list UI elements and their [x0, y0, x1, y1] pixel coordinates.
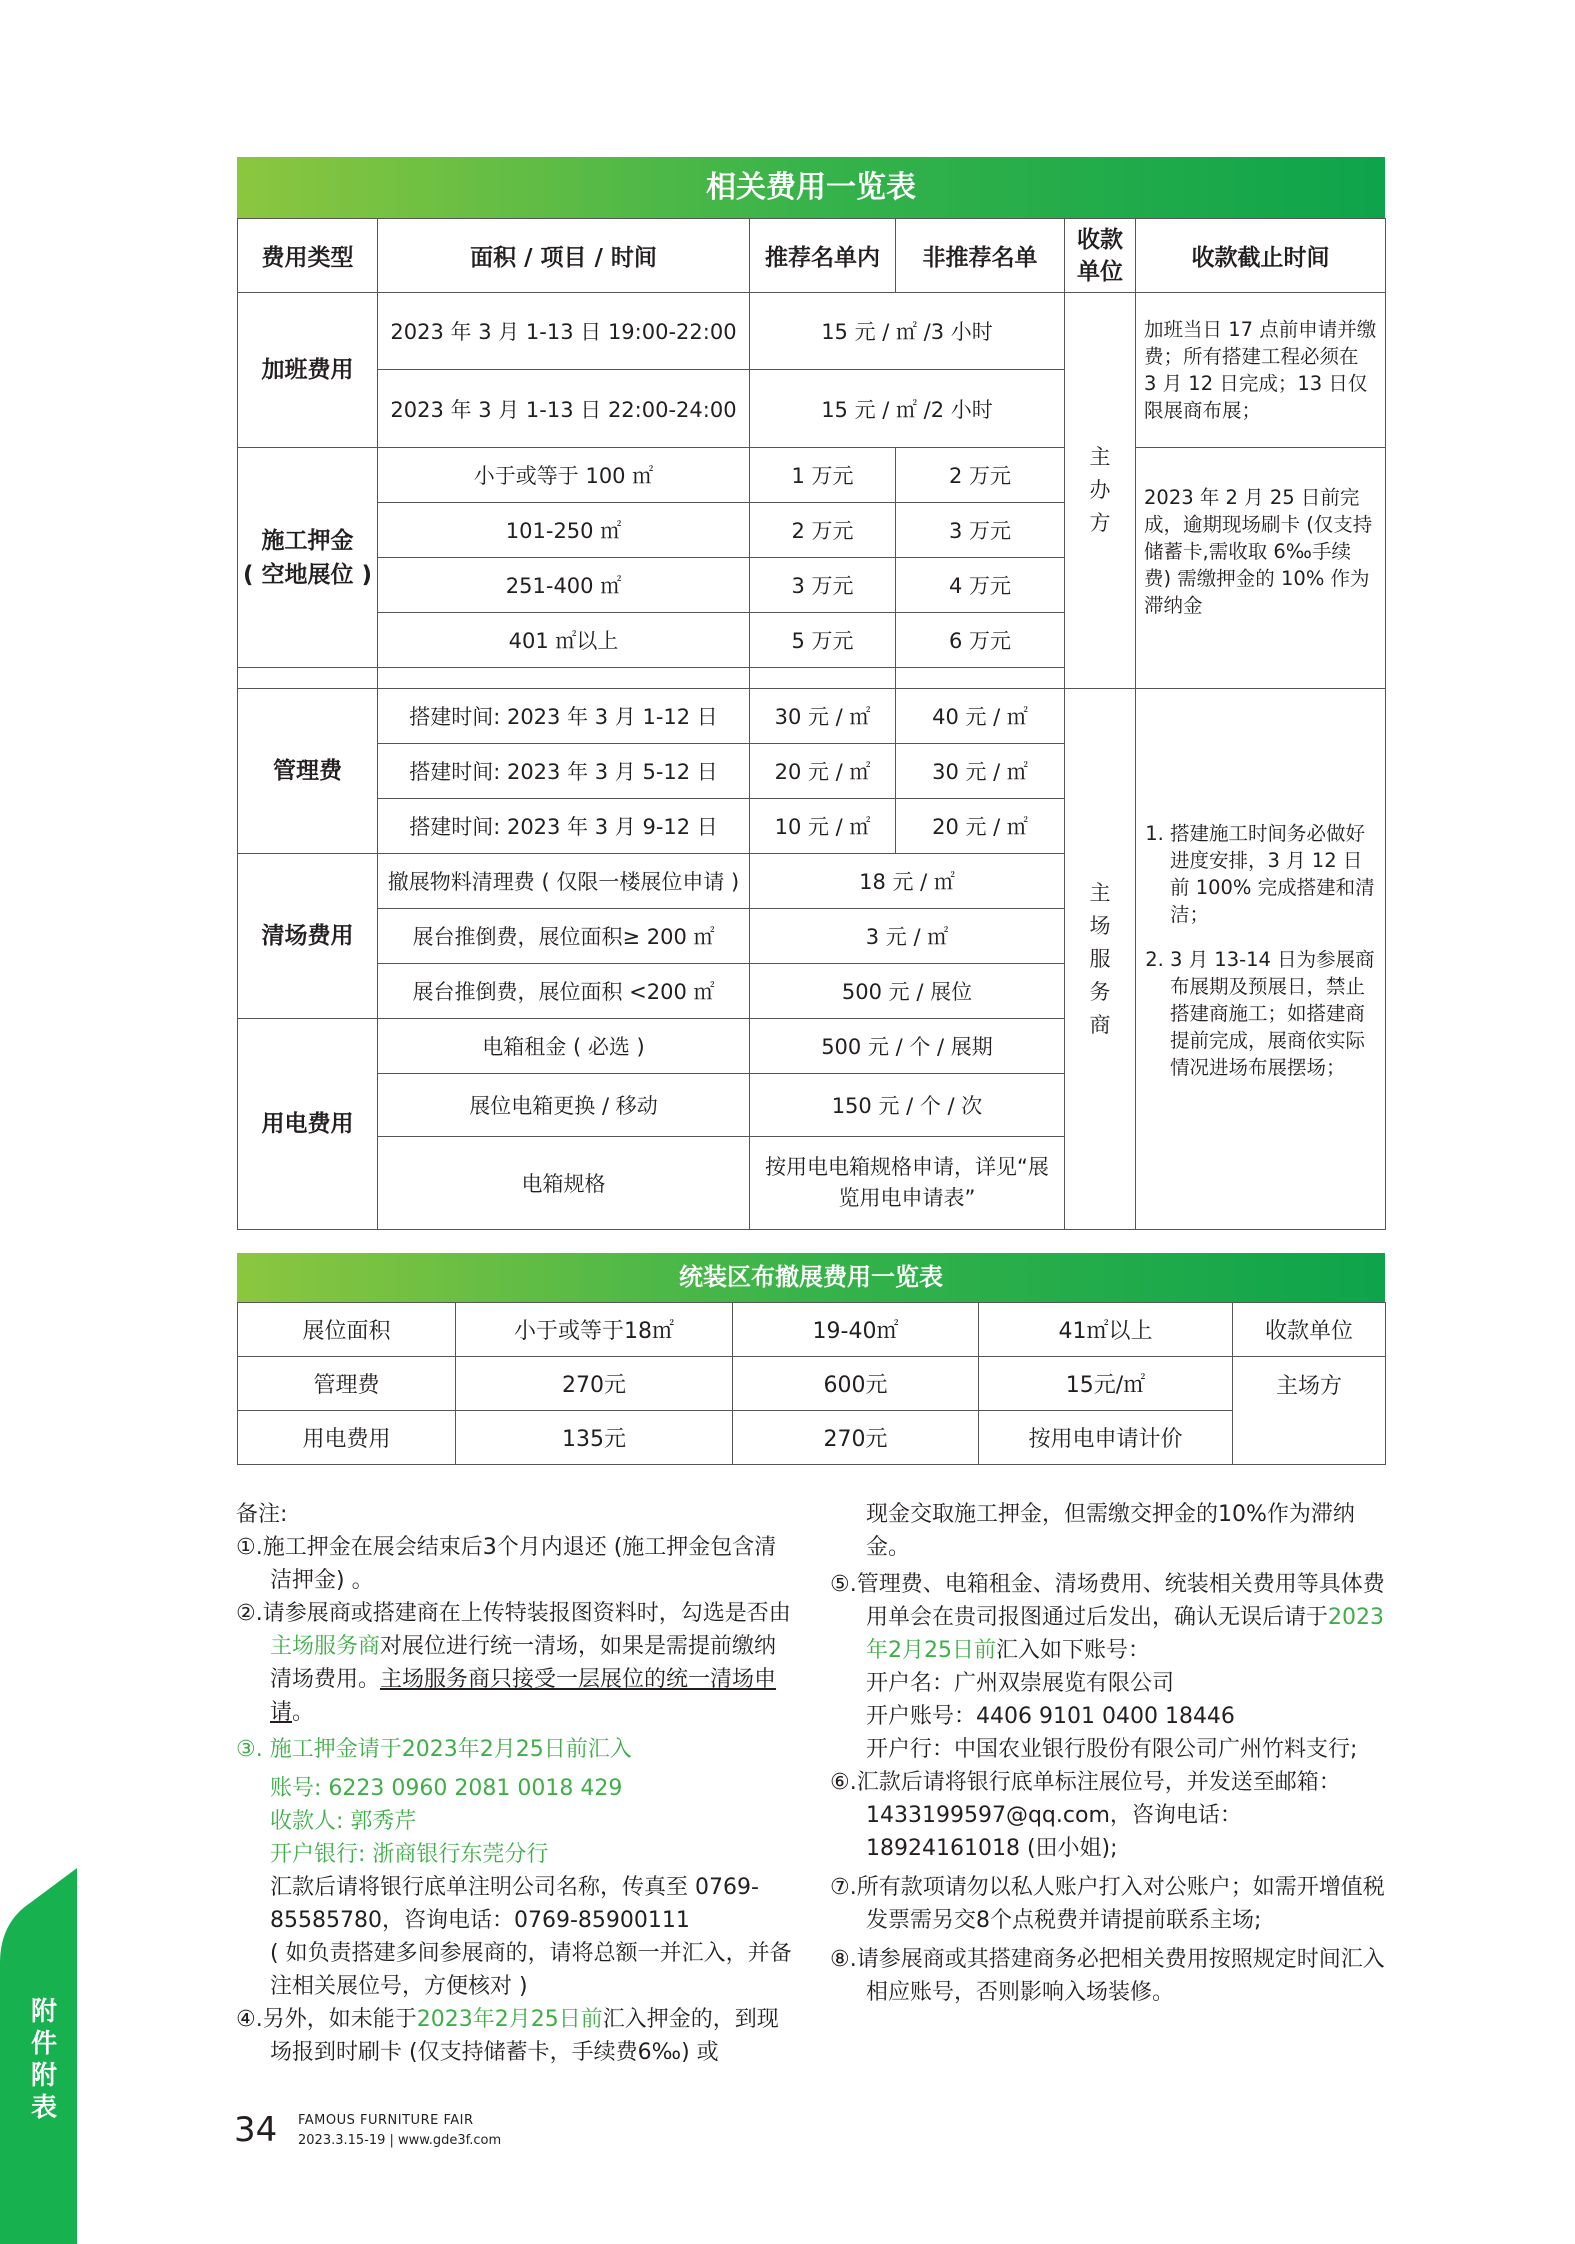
rec-cell: 3 万元 [750, 558, 896, 613]
booth-cell: 270元 [733, 1411, 979, 1465]
remark-4-a: ④.另外，如未能于 [236, 2007, 417, 2032]
booth-payee: 主场方 [1233, 1357, 1386, 1465]
category-deposit-line1: 施工押金 [261, 527, 354, 554]
price-cell: 18 元 / ㎡ [750, 854, 1065, 909]
header-fee-type: 费用类型 [238, 219, 378, 293]
spacer-cell [238, 668, 378, 689]
item-cell: 小于或等于 100 ㎡ [378, 448, 750, 503]
remark-7: ⑦.所有款项请勿以私人账户打入对公账户；如需开增值税发票需另交8个点税费并请提前联系主场; [830, 1875, 1385, 1933]
table-row [238, 448, 1386, 503]
nonrec-cell: 2 万元 [896, 448, 1065, 503]
rec-cell: 5 万元 [750, 613, 896, 668]
side-tab-label: 附件附表 [30, 1997, 57, 2123]
remark-4-highlight: 2023年2月25日前 [416, 2007, 603, 2032]
category-power: 用电费用 [238, 1019, 378, 1230]
category-overtime: 加班费用 [238, 293, 378, 448]
header-non-recommended: 非推荐名单 [896, 219, 1065, 293]
item-cell: 搭建时间: 2023 年 3 月 9-12 日 [378, 799, 750, 854]
fee-table-grid [237, 218, 1386, 1230]
remark-5-bank: 开户行：中国农业银行股份有限公司广州竹料支行; [866, 1737, 1358, 1762]
item-cell: 101-250 ㎡ [378, 503, 750, 558]
remark-5-highlight: 2023年2月25日前 [866, 1605, 1385, 1663]
price-cell: 500 元 / 个 / 展期 [750, 1019, 1065, 1074]
category-deposit-line2: ( 空地展位 ) [242, 561, 373, 588]
rec-cell: 20 元 / ㎡ [750, 744, 896, 799]
fee-table-title: 相关费用一览表 [237, 157, 1385, 218]
price-cell: 500 元 / 展位 [750, 964, 1065, 1019]
remark-3-payee: 收款人: 郭秀芹 [270, 1809, 417, 1834]
spacer-cell [750, 668, 896, 689]
remark-5 [830, 1568, 1386, 1667]
header-payee-text: 收款单位 [1077, 226, 1123, 285]
list-item: 2. 3 月 13-14 日为参展商布展期及预展日，禁止搭建商施工；如搭建商提前完成，展商依实际情况进场布展摆场； [1170, 946, 1377, 1081]
remark-2-a: ②.请参展商或搭建商在上传特装报图资料时，勾选是否由 [236, 1601, 791, 1626]
booth-header-payee: 收款单位 [1233, 1303, 1386, 1357]
remark-2 [236, 1597, 792, 1729]
category-deposit [238, 448, 378, 668]
remark-8: ⑧.请参展商或其搭建商务必把相关费用按照规定时间汇入相应账号，否则影响入场装修。 [830, 1947, 1385, 2005]
item-cell: 电箱规格 [378, 1137, 750, 1230]
remark-2-end: 。 [292, 1700, 315, 1725]
footer-fair-name: FAMOUS FURNITURE FAIR [298, 2113, 474, 2128]
booth-header-area: 展位面积 [238, 1303, 456, 1357]
remark-2-b: 对展位进行统一清场，如果是需提前缴纳清场费用。 [270, 1634, 777, 1692]
nonrec-cell: 40 元 / ㎡ [896, 689, 1065, 744]
booth-cell: 600元 [733, 1357, 979, 1411]
booth-cell: 135元 [456, 1411, 733, 1465]
rec-cell: 30 元 / ㎡ [750, 689, 896, 744]
header-deadline: 收款截止时间 [1136, 219, 1386, 293]
booth-header-medium: 19-40㎡ [733, 1303, 979, 1357]
price-cell: 15 元 / ㎡ /3 小时 [750, 293, 1065, 370]
spacer-cell [896, 668, 1065, 689]
nonrec-cell: 4 万元 [896, 558, 1065, 613]
remark-3-bank: 开户银行: 浙商银行东莞分行 [270, 1842, 549, 1867]
booth-header-small: 小于或等于18㎡ [456, 1303, 733, 1357]
price-cell: 150 元 / 个 / 次 [750, 1074, 1065, 1137]
payee-organizer: 主办方 [1089, 445, 1111, 535]
remark-5-name: 开户名：广州双崇展览有限公司 [866, 1671, 1175, 1696]
payee-service-cell [1065, 689, 1136, 1230]
booth-cell: 按用电申请计价 [979, 1411, 1233, 1465]
item-cell: 展台推倒费，展位面积 <200 ㎡ [378, 964, 750, 1019]
remark-3-account: 账号: 6223 0960 2081 0018 429 [270, 1776, 623, 1801]
remark-3-heading: ③. 施工押金请于2023年2月25日前汇入 [236, 1737, 632, 1762]
header-recommended: 推荐名单内 [750, 219, 896, 293]
fee-table [237, 157, 1385, 1235]
rec-cell: 1 万元 [750, 448, 896, 503]
payee-organizer-cell [1065, 293, 1136, 689]
remark-4-continued: 现金交取施工押金，但需缴交押金的10%作为滞纳金。 [866, 1502, 1355, 1560]
deadline-deposit [1136, 448, 1386, 689]
price-cell: 按用电电箱规格申请，详见“展览用电申请表” [750, 1137, 1065, 1230]
rec-cell: 10 元 / ㎡ [750, 799, 896, 854]
category-cleaning: 清场费用 [238, 854, 378, 1019]
booth-cell: 270元 [456, 1357, 733, 1411]
list-item: 1. 搭建施工时间务必做好进度安排，3 月 12 日前 100% 完成搭建和清洁； [1170, 820, 1377, 928]
header-area-item-time: 面积 / 项目 / 时间 [378, 219, 750, 293]
table-row [238, 293, 1386, 370]
booth-header-large: 41㎡以上 [979, 1303, 1233, 1357]
booth-row-label: 用电费用 [238, 1411, 456, 1465]
price-cell: 3 元 / ㎡ [750, 909, 1065, 964]
price-cell: 15 元 / ㎡ /2 小时 [750, 370, 1065, 448]
notes-cell [1136, 689, 1386, 1230]
remark-6: ⑥.汇款后请将银行底单标注展位号，并发送至邮箱：1433199597@qq.com，咨询电话：18924161018 (田小姐); [830, 1770, 1341, 1861]
remark-4 [236, 2003, 792, 2069]
item-cell: 展台推倒费，展位面积≥ 200 ㎡ [378, 909, 750, 964]
remark-2-highlight: 主场服务商 [270, 1634, 381, 1659]
header-payee [1065, 219, 1136, 293]
item-cell: 401 ㎡以上 [378, 613, 750, 668]
booth-table-grid [237, 1302, 1386, 1465]
deadline-overtime: 加班当日 17 点前申请并缴费；所有搭建工程必须在 3 月 12 日完成；13 日仅限展商布展； [1136, 293, 1386, 448]
payee-service: 主场服务商 [1089, 880, 1111, 1037]
fee-table-header-row [238, 219, 1386, 293]
remarks-right-column [830, 1498, 1386, 2009]
item-cell: 撤展物料清理费 ( 仅限一楼展位申请 ) [378, 854, 750, 909]
deadline-deposit-text: 2023 年 2 月 25 日前完成，逾期现场刷卡 (仅支持储蓄卡,需收取 6‰手续费) 需缴押金的 10% 作为滞纳金 [1144, 486, 1373, 617]
nonrec-cell: 6 万元 [896, 613, 1065, 668]
booth-cell: 15元/㎡ [979, 1357, 1233, 1411]
table-row [238, 689, 1386, 744]
item-cell: 2023 年 3 月 1-13 日 19:00-22:00 [378, 293, 750, 370]
remarks-heading: 备注: [236, 1502, 288, 1527]
remark-5-a: ⑤.管理费、电箱租金、清场费用、统装相关费用等具体费用单会在贵司报图通过后发出，确认无误后请于 [830, 1572, 1385, 1630]
nonrec-cell: 30 元 / ㎡ [896, 744, 1065, 799]
remark-3-note2: ( 如负责搭建多间参展商的，请将总额一并汇入，并备注相关展位号，方便核对 ) [270, 1941, 792, 1999]
remarks-left-column [236, 1498, 792, 2069]
category-management: 管理费 [238, 689, 378, 854]
item-cell: 展位电箱更换 / 移动 [378, 1074, 750, 1137]
remark-3-note1: 汇款后请将银行底单注明公司名称，传真至 0769-85585780，咨询电话：0769-85900111 [270, 1875, 759, 1933]
booth-table-header-row [238, 1303, 1386, 1357]
spacer-cell [378, 668, 750, 689]
nonrec-cell: 3 万元 [896, 503, 1065, 558]
remark-5-account: 开户账号：4406 9101 0400 18446 [866, 1704, 1235, 1729]
item-cell: 2023 年 3 月 1-13 日 22:00-24:00 [378, 370, 750, 448]
booth-table-title: 统装区布撤展费用一览表 [237, 1253, 1385, 1302]
item-cell: 搭建时间: 2023 年 3 月 5-12 日 [378, 744, 750, 799]
remark-4-b: 汇入押金的，到现场报到时刷卡 (仅支持储蓄卡，手续费6‰) 或 [270, 2007, 779, 2065]
remark-2-underline: 主场服务商只接受一层展位的统一清场申请 [270, 1667, 777, 1725]
rec-cell: 2 万元 [750, 503, 896, 558]
booth-fee-table [237, 1253, 1385, 1467]
remark-1: ①.施工押金在展会结束后3个月内退还 (施工押金包含清洁押金) 。 [236, 1535, 777, 1593]
booth-row-label: 管理费 [238, 1357, 456, 1411]
remark-5-b: 汇入如下账号： [996, 1638, 1151, 1663]
item-cell: 搭建时间: 2023 年 3 月 1-12 日 [378, 689, 750, 744]
page-number: 34 [234, 2110, 278, 2150]
table-row [238, 1411, 1386, 1465]
footer-date-website: 2023.3.15-19 | www.gde3f.com [298, 2133, 502, 2148]
nonrec-cell: 20 元 / ㎡ [896, 799, 1065, 854]
item-cell: 251-400 ㎡ [378, 558, 750, 613]
notes-list [1144, 820, 1377, 1081]
table-row [238, 1357, 1386, 1411]
item-cell: 电箱租金 ( 必选 ) [378, 1019, 750, 1074]
